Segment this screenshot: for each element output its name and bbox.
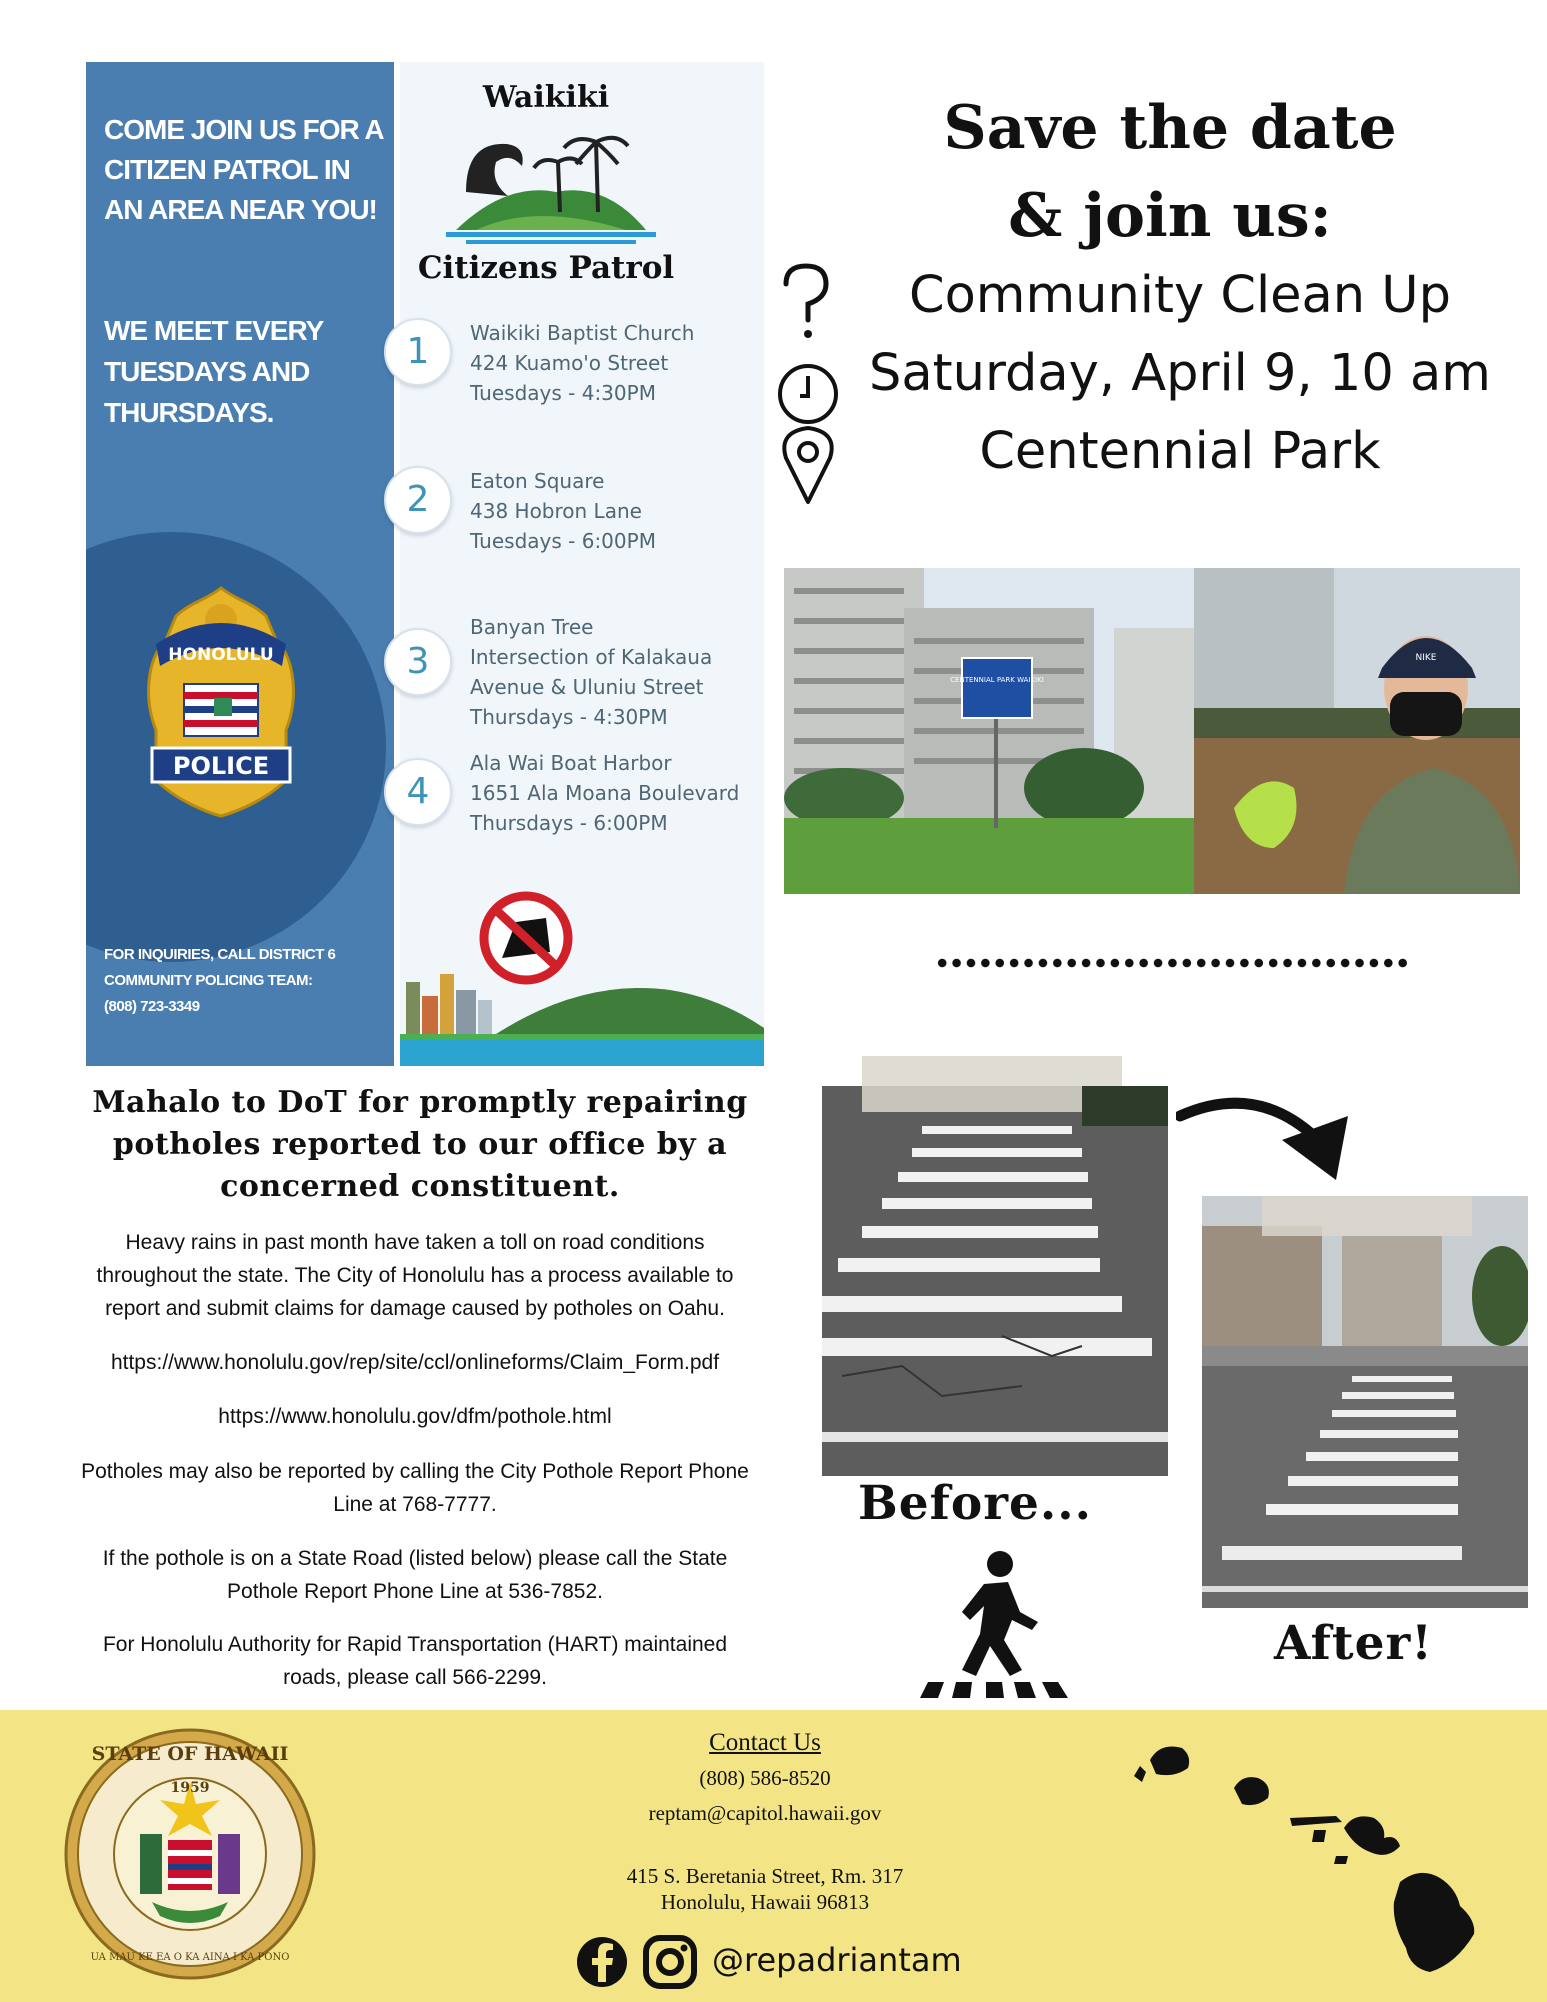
stop-line: Avenue & Uluniu Street — [470, 675, 704, 699]
stop-line: Eaton Square — [470, 469, 605, 493]
location-pin-icon — [784, 428, 831, 502]
intro-line-1: Heavy rains in past month have taken a toll on road conditions — [125, 1231, 705, 1254]
citizen-patrol-flyer — [86, 62, 764, 1066]
honolulu-police-badge — [136, 580, 306, 820]
stop-details — [470, 612, 760, 732]
stop-line: Ala Wai Boat Harbor — [470, 751, 672, 775]
event-what: Community Clean Up — [908, 266, 1452, 325]
seal-top-text: STATE OF HAWAII — [91, 1743, 289, 1765]
stop-line: Thursdays - 4:30PM — [470, 705, 668, 729]
stop-line: Tuesdays - 4:30PM — [470, 381, 656, 405]
pothole-page-link[interactable]: https://www.honolulu.gov/dfm/pothole.html — [218, 1405, 612, 1428]
stop-line: 1651 Ala Moana Boulevard — [470, 781, 740, 805]
hart-line-1: For Honolulu Authority for Rapid Transportation (HART) maintained — [102, 1633, 728, 1656]
stop-number: 2 — [384, 466, 452, 534]
title-line-1: Save the date — [943, 93, 1397, 163]
before-label: Before... — [858, 1476, 1092, 1531]
social-icons — [576, 1934, 700, 1990]
curved-arrow-icon — [1176, 1088, 1362, 1188]
hart-line-2: roads, please call 566-2299. — [283, 1666, 547, 1689]
stop-line: Tuesdays - 6:00PM — [470, 529, 656, 553]
title-line-2: & join us: — [1008, 181, 1332, 251]
state-phone-paragraph — [30, 1542, 800, 1608]
headline-line-3: concerned constituent. — [220, 1169, 620, 1204]
state-phone-line-2: Pothole Report Phone Line at 536-7852. — [227, 1580, 603, 1603]
flyer-headline: COME JOIN US FOR A CITIZEN PATROL IN AN AREA NEAR YOU! — [104, 114, 383, 225]
dotted-divider — [935, 956, 1407, 970]
city-phone-line-1: Potholes may also be reported by calling the City Pothole Report Phone — [81, 1460, 749, 1483]
badge-top-text: HONOLULU — [168, 645, 274, 665]
city-phone-paragraph — [30, 1455, 800, 1521]
contact-us-heading: Contact Us — [709, 1729, 821, 1756]
pedestrian-crossing-icon — [914, 1550, 1074, 1700]
after-label: After! — [1274, 1616, 1433, 1671]
intro-line-2: throughout the state. The City of Honolulu has a process available to — [96, 1264, 734, 1287]
facebook-icon[interactable] — [577, 1937, 627, 1987]
event-where: Centennial Park — [979, 422, 1381, 481]
inquiries-line-1: FOR INQUIRIES, CALL DISTRICT 6 — [104, 946, 336, 963]
clock-icon — [780, 366, 836, 422]
inquiries-phone: (808) 723-3349 — [104, 998, 200, 1015]
flyer-meet-schedule: WE MEET EVERY TUESDAYS AND THURSDAYS. — [104, 315, 323, 428]
address-line-1: 415 S. Beretania Street, Rm. 317 — [626, 1864, 904, 1888]
logo-title: Waikiki — [482, 80, 610, 115]
stop-number: 4 — [384, 758, 452, 826]
park-sign-text: CENTENNIAL PARK WAIKIKI — [950, 676, 1044, 684]
stop-number: 3 — [384, 628, 452, 696]
stop-line: Intersection of Kalakaua — [470, 645, 713, 669]
intro-line-3: report and submit claims for damage caused by potholes on Oahu. — [105, 1297, 725, 1320]
state-of-hawaii-seal — [60, 1724, 320, 1984]
pothole-headline — [50, 1082, 790, 1208]
stop-details — [470, 466, 760, 556]
stop-line: Thursdays - 6:00PM — [470, 811, 668, 835]
seal-motto-text: UA MAU KE EA O KA AINA I KA PONO — [90, 1952, 290, 1963]
event-icons — [772, 262, 842, 512]
citizens-patrol-logo — [416, 72, 756, 302]
city-phone-line-2: Line at 768-7777. — [333, 1493, 497, 1516]
social-handle[interactable]: @repadriantam — [712, 1941, 962, 1979]
question-icon — [786, 266, 826, 338]
cap-logo-text: NIKE — [1415, 653, 1437, 663]
badge-bottom-text: POLICE — [172, 752, 270, 780]
waikiki-skyline-art — [400, 878, 764, 1066]
inquiries-line-2: COMMUNITY POLICING TEAM: — [104, 972, 313, 989]
volunteer-selfie-photo — [1194, 568, 1520, 894]
event-when: Saturday, April 9, 10 am — [869, 344, 1491, 403]
instagram-icon[interactable] — [646, 1938, 694, 1986]
save-the-date-title — [820, 84, 1520, 260]
centennial-park-photo — [784, 568, 1194, 894]
before-crosswalk-photo — [822, 1056, 1168, 1476]
flyer-inquiries — [104, 942, 384, 1020]
headline-line-1: Mahalo to DoT for promptly repairing — [92, 1085, 748, 1120]
logo-subtitle: Citizens Patrol — [417, 250, 675, 286]
stop-number: 1 — [384, 318, 452, 386]
hart-paragraph — [30, 1628, 800, 1694]
state-phone-line-1: If the pothole is on a State Road (listed below) please call the State — [102, 1547, 728, 1570]
island-wave-art — [446, 122, 656, 252]
address-line-2: Honolulu, Hawaii 96813 — [660, 1890, 870, 1914]
hawaii-islands-map — [1130, 1738, 1490, 1978]
contact-phone[interactable]: (808) 586-8520 — [699, 1766, 831, 1790]
claim-form-link[interactable]: https://www.honolulu.gov/rep/site/ccl/onlineforms/Claim_Form.pdf — [110, 1351, 720, 1374]
stop-line: 438 Hobron Lane — [470, 499, 642, 523]
seal-year-text: 1959 — [170, 1780, 210, 1796]
stop-line: Waikiki Baptist Church — [470, 321, 695, 345]
after-crosswalk-photo — [1202, 1196, 1528, 1608]
contact-email[interactable]: reptam@capitol.hawaii.gov — [648, 1801, 882, 1825]
pothole-intro-paragraph — [30, 1226, 800, 1325]
stop-details — [470, 748, 760, 838]
stop-details — [470, 318, 760, 408]
stop-line: 424 Kuamo'o Street — [470, 351, 669, 375]
stop-line: Banyan Tree — [470, 615, 594, 639]
headline-line-2: potholes reported to our office by a — [112, 1127, 728, 1162]
